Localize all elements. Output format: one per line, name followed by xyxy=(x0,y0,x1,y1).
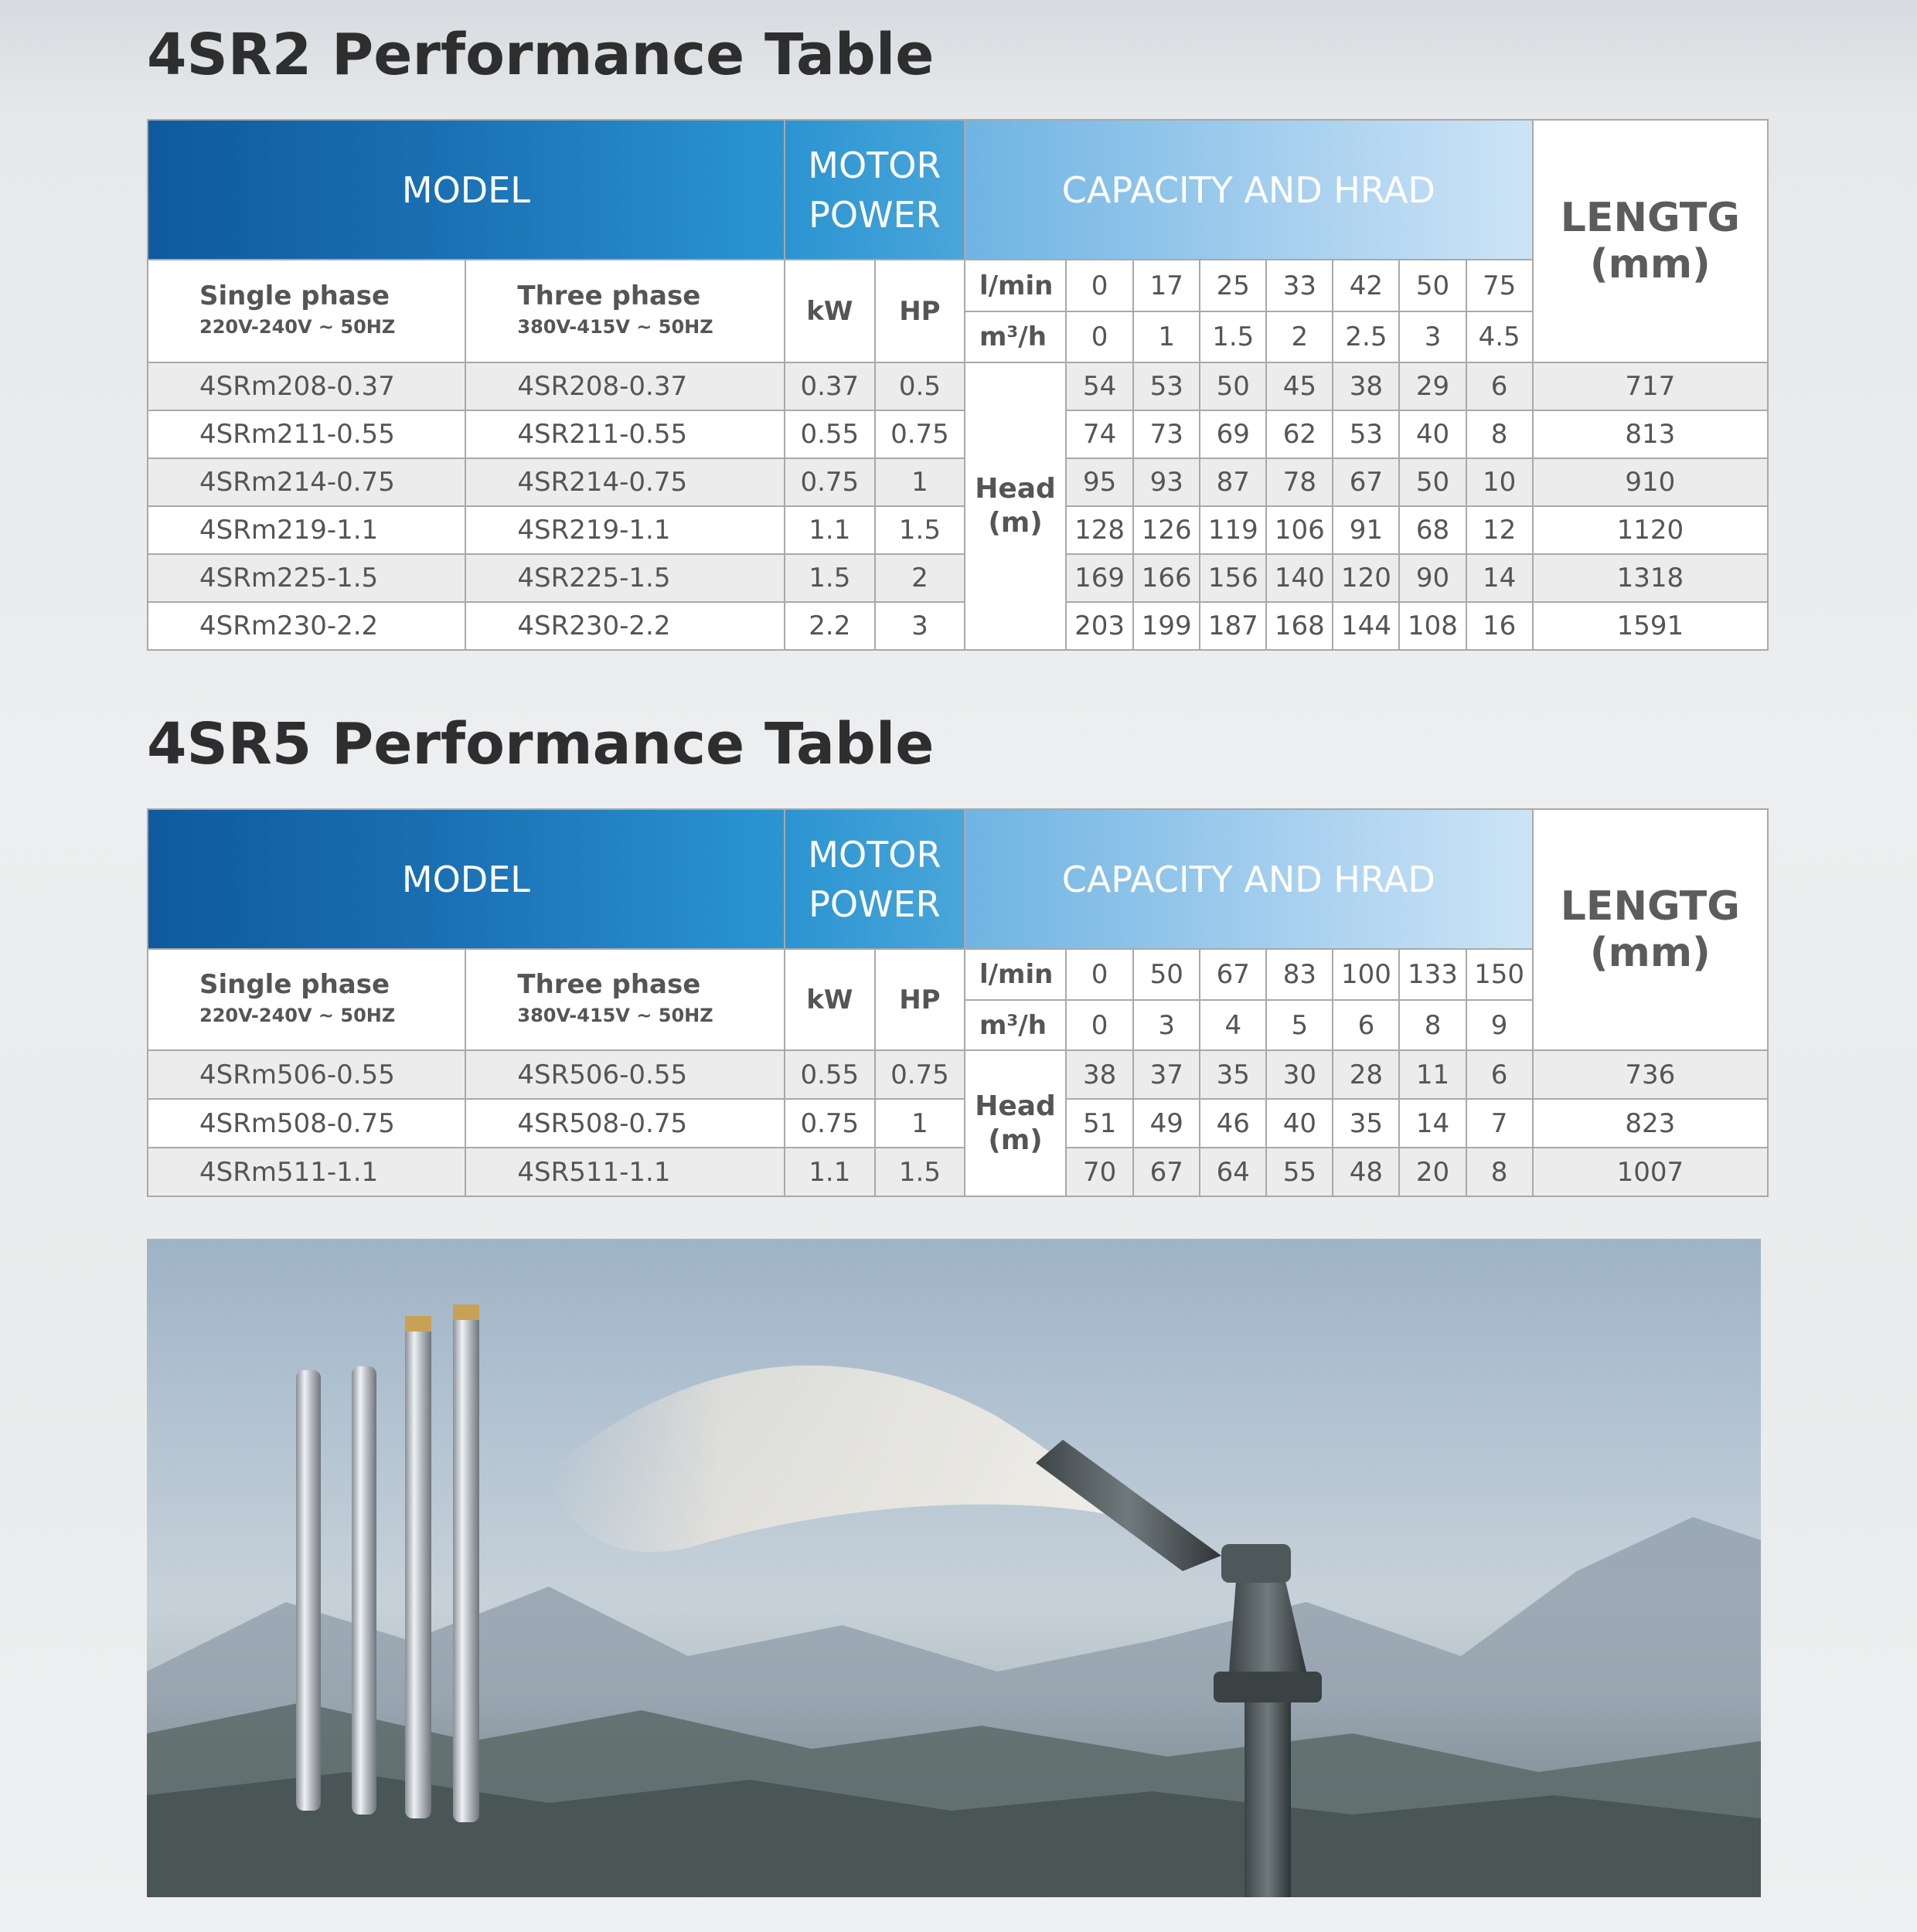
table2-performance xyxy=(147,808,1769,1197)
head-label-line1: Head xyxy=(975,1090,1056,1122)
lmin-value: 67 xyxy=(1200,949,1266,1000)
lmin-value: 50 xyxy=(1133,949,1200,1000)
head-value: 67 xyxy=(1333,458,1399,506)
three-phase-model: 4SR211-0.55 xyxy=(465,410,784,458)
head-value: 46 xyxy=(1200,1099,1266,1148)
single-phase-model: 4SRm219-1.1 xyxy=(148,506,465,554)
kw-value: 0.75 xyxy=(785,1099,875,1148)
hp-value: 1 xyxy=(875,458,965,506)
hp-header: HP xyxy=(875,949,965,1050)
length-header xyxy=(1533,809,1768,1050)
three-phase-model: 4SR230-2.2 xyxy=(465,602,784,650)
head-value: 166 xyxy=(1133,554,1200,602)
table-row xyxy=(148,1148,1768,1196)
head-label-line2: (m) xyxy=(988,1124,1043,1156)
three-phase-model: 4SR225-1.5 xyxy=(465,554,784,602)
three-phase-model: 4SR214-0.75 xyxy=(465,458,784,506)
head-value: 53 xyxy=(1333,410,1399,458)
head-value: 6 xyxy=(1466,362,1533,410)
lmin-value: 42 xyxy=(1333,260,1399,311)
hp-value: 3 xyxy=(875,602,965,650)
hp-value: 0.75 xyxy=(875,1050,965,1099)
head-label-line2: (m) xyxy=(988,507,1043,539)
three-phase-label: Three phase xyxy=(517,280,701,311)
head-value: 73 xyxy=(1133,410,1200,458)
three-phase-model: 4SR208-0.37 xyxy=(465,362,784,410)
head-value: 51 xyxy=(1066,1099,1133,1148)
length-value: 813 xyxy=(1533,410,1768,458)
m3h-value: 0 xyxy=(1066,311,1133,362)
head-value: 62 xyxy=(1266,410,1333,458)
product-photo xyxy=(147,1239,1761,1897)
table-row xyxy=(148,1050,1768,1099)
lmin-value: 33 xyxy=(1266,260,1333,311)
table2-title: 4SR5 Performance Table xyxy=(147,711,935,777)
single-phase-voltage: 220V-240V ~ 50HZ xyxy=(199,1004,396,1026)
kw-value: 1.1 xyxy=(785,506,875,554)
head-value: 128 xyxy=(1066,506,1133,554)
length-value: 1007 xyxy=(1533,1148,1768,1196)
head-value: 168 xyxy=(1266,602,1333,650)
head-label-line1: Head xyxy=(975,473,1056,505)
lmin-value: 0 xyxy=(1066,949,1133,1000)
m3h-label: m³/h xyxy=(965,311,1066,362)
table-row xyxy=(148,1099,1768,1148)
lmin-value: 100 xyxy=(1333,949,1399,1000)
head-value: 49 xyxy=(1133,1099,1200,1148)
lmin-value: 17 xyxy=(1133,260,1200,311)
table1-performance xyxy=(147,119,1769,651)
head-label xyxy=(965,362,1066,650)
m3h-value: 8 xyxy=(1399,1000,1466,1050)
m3h-value: 2.5 xyxy=(1333,311,1399,362)
single-phase-model: 4SRm230-2.2 xyxy=(148,602,465,650)
photo-illustration xyxy=(147,1239,1761,1897)
lmin-label: l/min xyxy=(965,260,1066,311)
three-phase-voltage: 380V-415V ~ 50HZ xyxy=(517,1004,713,1026)
head-label xyxy=(965,1050,1066,1196)
hp-value: 1.5 xyxy=(875,506,965,554)
head-value: 10 xyxy=(1466,458,1533,506)
lmin-value: 133 xyxy=(1399,949,1466,1000)
hp-value: 2 xyxy=(875,554,965,602)
table1-title: 4SR2 Performance Table xyxy=(147,22,935,88)
head-value: 203 xyxy=(1066,602,1133,650)
head-value: 108 xyxy=(1399,602,1466,650)
kw-value: 1.1 xyxy=(785,1148,875,1196)
lmin-value: 0 xyxy=(1066,260,1133,311)
motor-power-line2: POWER xyxy=(809,193,941,236)
length-value: 1318 xyxy=(1533,554,1768,602)
length-header xyxy=(1533,120,1768,362)
motor-power-line2: POWER xyxy=(809,883,941,925)
kw-value: 0.55 xyxy=(785,1050,875,1099)
hp-value: 1 xyxy=(875,1099,965,1148)
head-value: 54 xyxy=(1066,362,1133,410)
single-phase-model: 4SRm511-1.1 xyxy=(148,1148,465,1196)
head-value: 12 xyxy=(1466,506,1533,554)
head-value: 6 xyxy=(1466,1050,1533,1099)
head-value: 20 xyxy=(1399,1148,1466,1196)
head-value: 14 xyxy=(1466,554,1533,602)
lmin-value: 150 xyxy=(1466,949,1533,1000)
motor-power-line1: MOTOR xyxy=(808,144,941,186)
head-value: 106 xyxy=(1266,506,1333,554)
hp-value: 0.5 xyxy=(875,362,965,410)
length-line2: (mm) xyxy=(1589,930,1711,976)
model-header: MODEL xyxy=(148,809,785,949)
length-value: 1120 xyxy=(1533,506,1768,554)
kw-value: 1.5 xyxy=(785,554,875,602)
single-phase-model: 4SRm211-0.55 xyxy=(148,410,465,458)
head-value: 95 xyxy=(1066,458,1133,506)
kw-value: 2.2 xyxy=(785,602,875,650)
head-value: 29 xyxy=(1399,362,1466,410)
length-line2: (mm) xyxy=(1589,241,1711,287)
head-value: 35 xyxy=(1333,1099,1399,1148)
three-phase-voltage: 380V-415V ~ 50HZ xyxy=(517,315,713,338)
head-value: 11 xyxy=(1399,1050,1466,1099)
head-value: 53 xyxy=(1133,362,1200,410)
head-value: 38 xyxy=(1333,362,1399,410)
kw-header: kW xyxy=(785,260,875,362)
head-value: 40 xyxy=(1266,1099,1333,1148)
lmin-value: 50 xyxy=(1399,260,1466,311)
table-row xyxy=(148,458,1768,506)
head-value: 68 xyxy=(1399,506,1466,554)
head-value: 7 xyxy=(1466,1099,1533,1148)
head-value: 35 xyxy=(1200,1050,1266,1099)
head-value: 69 xyxy=(1200,410,1266,458)
m3h-value: 1 xyxy=(1133,311,1200,362)
single-phase-model: 4SRm225-1.5 xyxy=(148,554,465,602)
single-phase-model: 4SRm214-0.75 xyxy=(148,458,465,506)
head-value: 67 xyxy=(1133,1148,1200,1196)
three-phase-model: 4SR506-0.55 xyxy=(465,1050,784,1099)
three-phase-model: 4SR508-0.75 xyxy=(465,1099,784,1148)
single-phase-voltage: 220V-240V ~ 50HZ xyxy=(199,315,396,338)
head-value: 45 xyxy=(1266,362,1333,410)
three-phase-header xyxy=(465,260,784,362)
m3h-value: 1.5 xyxy=(1200,311,1266,362)
m3h-value: 2 xyxy=(1266,311,1333,362)
table-row xyxy=(148,506,1768,554)
head-value: 199 xyxy=(1133,602,1200,650)
motor-power-line1: MOTOR xyxy=(808,833,941,876)
head-value: 156 xyxy=(1200,554,1266,602)
head-value: 74 xyxy=(1066,410,1133,458)
length-value: 717 xyxy=(1533,362,1768,410)
m3h-value: 4.5 xyxy=(1466,311,1533,362)
m3h-value: 4 xyxy=(1200,1000,1266,1050)
head-value: 140 xyxy=(1266,554,1333,602)
head-value: 70 xyxy=(1066,1148,1133,1196)
m3h-value: 3 xyxy=(1399,311,1466,362)
capacity-header: CAPACITY AND HRAD xyxy=(965,120,1533,260)
head-value: 50 xyxy=(1399,458,1466,506)
m3h-value: 9 xyxy=(1466,1000,1533,1050)
head-value: 87 xyxy=(1200,458,1266,506)
m3h-value: 5 xyxy=(1266,1000,1333,1050)
hp-header: HP xyxy=(875,260,965,362)
table-row xyxy=(148,602,1768,650)
motor-power-header xyxy=(785,809,965,949)
length-value: 823 xyxy=(1533,1099,1768,1148)
head-value: 40 xyxy=(1399,410,1466,458)
head-value: 93 xyxy=(1133,458,1200,506)
head-value: 169 xyxy=(1066,554,1133,602)
m3h-value: 0 xyxy=(1066,1000,1133,1050)
kw-header: kW xyxy=(785,949,875,1050)
table-row xyxy=(148,362,1768,410)
lmin-value: 75 xyxy=(1466,260,1533,311)
hp-value: 1.5 xyxy=(875,1148,965,1196)
hp-value: 0.75 xyxy=(875,410,965,458)
three-phase-label: Three phase xyxy=(517,968,701,1000)
head-value: 8 xyxy=(1466,1148,1533,1196)
length-line1: LENGTG xyxy=(1560,195,1740,241)
head-value: 30 xyxy=(1266,1050,1333,1099)
m3h-label: m³/h xyxy=(965,1000,1066,1050)
m3h-value: 3 xyxy=(1133,1000,1200,1050)
head-value: 14 xyxy=(1399,1099,1466,1148)
lmin-label: l/min xyxy=(965,949,1066,1000)
head-value: 90 xyxy=(1399,554,1466,602)
m3h-value: 6 xyxy=(1333,1000,1399,1050)
head-value: 187 xyxy=(1200,602,1266,650)
motor-power-header xyxy=(785,120,965,260)
head-value: 119 xyxy=(1200,506,1266,554)
kw-value: 0.37 xyxy=(785,362,875,410)
single-phase-model: 4SRm508-0.75 xyxy=(148,1099,465,1148)
head-value: 91 xyxy=(1333,506,1399,554)
model-header: MODEL xyxy=(148,120,785,260)
head-value: 50 xyxy=(1200,362,1266,410)
table-row xyxy=(148,410,1768,458)
kw-value: 0.55 xyxy=(785,410,875,458)
head-value: 28 xyxy=(1333,1050,1399,1099)
three-phase-header xyxy=(465,949,784,1050)
head-value: 126 xyxy=(1133,506,1200,554)
single-phase-model: 4SRm506-0.55 xyxy=(148,1050,465,1099)
length-value: 910 xyxy=(1533,458,1768,506)
three-phase-model: 4SR511-1.1 xyxy=(465,1148,784,1196)
lmin-value: 25 xyxy=(1200,260,1266,311)
head-value: 144 xyxy=(1333,602,1399,650)
head-value: 55 xyxy=(1266,1148,1333,1196)
length-value: 1591 xyxy=(1533,602,1768,650)
head-value: 8 xyxy=(1466,410,1533,458)
head-value: 64 xyxy=(1200,1148,1266,1196)
three-phase-model: 4SR219-1.1 xyxy=(465,506,784,554)
head-value: 38 xyxy=(1066,1050,1133,1099)
single-phase-label: Single phase xyxy=(199,968,390,1000)
capacity-header: CAPACITY AND HRAD xyxy=(965,809,1533,949)
head-value: 120 xyxy=(1333,554,1399,602)
table-row xyxy=(148,554,1768,602)
length-line1: LENGTG xyxy=(1560,883,1740,930)
single-phase-model: 4SRm208-0.37 xyxy=(148,362,465,410)
single-phase-label: Single phase xyxy=(199,280,390,311)
head-value: 78 xyxy=(1266,458,1333,506)
head-value: 16 xyxy=(1466,602,1533,650)
single-phase-header xyxy=(148,949,465,1050)
head-value: 37 xyxy=(1133,1050,1200,1099)
kw-value: 0.75 xyxy=(785,458,875,506)
lmin-value: 83 xyxy=(1266,949,1333,1000)
head-value: 48 xyxy=(1333,1148,1399,1196)
single-phase-header xyxy=(148,260,465,362)
length-value: 736 xyxy=(1533,1050,1768,1099)
